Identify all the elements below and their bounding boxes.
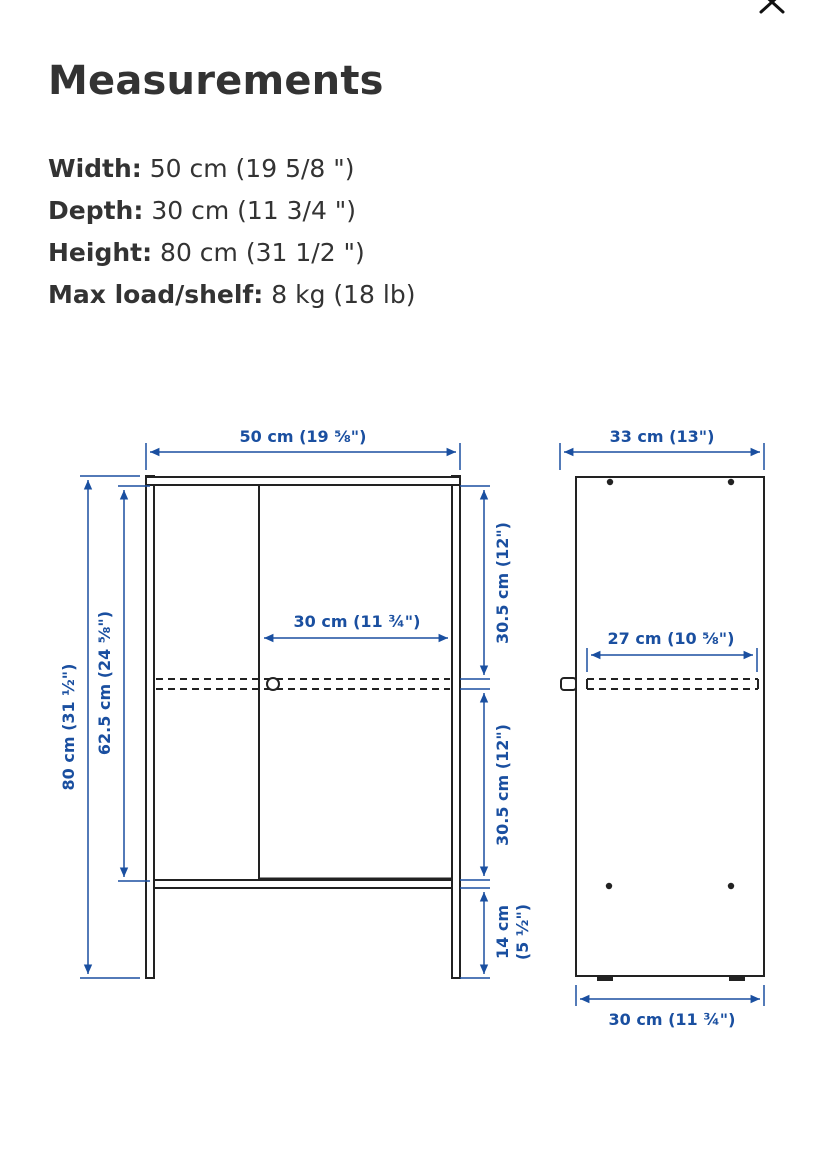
- spec-label: Depth:: [48, 196, 144, 225]
- front-shelf-depth-label: 30 cm (11 ¾"): [293, 612, 421, 631]
- knob-icon: [267, 678, 279, 690]
- side-depth-bottom-label: 30 cm (11 ¾"): [608, 1010, 736, 1029]
- spec-value: 80 cm (31 1/2 "): [160, 238, 365, 267]
- spec-value: 30 cm (11 3/4 "): [151, 196, 357, 225]
- lower-compartment-label: 30.5 cm (12"): [493, 724, 512, 846]
- side-depth-top-label: 33 cm (13"): [609, 427, 715, 446]
- front-width-label: 50 cm (19 ⅝"): [239, 427, 367, 446]
- spec-value: 8 kg (18 lb): [271, 280, 416, 309]
- leg-height-label-line2: (5 ½"): [513, 903, 532, 961]
- page-title: Measurements: [48, 58, 384, 104]
- spec-value: 50 cm (19 5/8 "): [149, 154, 355, 183]
- leg-height-label-line1: 14 cm: [493, 905, 512, 959]
- side-view-cabinet: [561, 477, 764, 980]
- spec-label: Height:: [48, 238, 153, 267]
- front-height-total-label: 80 cm (31 ½"): [59, 663, 78, 791]
- spec-label: Width:: [48, 154, 142, 183]
- upper-compartment-label: 30.5 cm (12"): [493, 522, 512, 644]
- side-shelf-width-label: 27 cm (10 ⅝"): [607, 629, 735, 648]
- front-dimensions: [80, 443, 490, 978]
- spec-label: Max load/shelf:: [48, 280, 264, 309]
- front-door-height-label: 62.5 cm (24 ⅝"): [95, 610, 114, 756]
- front-view-cabinet: [146, 476, 460, 978]
